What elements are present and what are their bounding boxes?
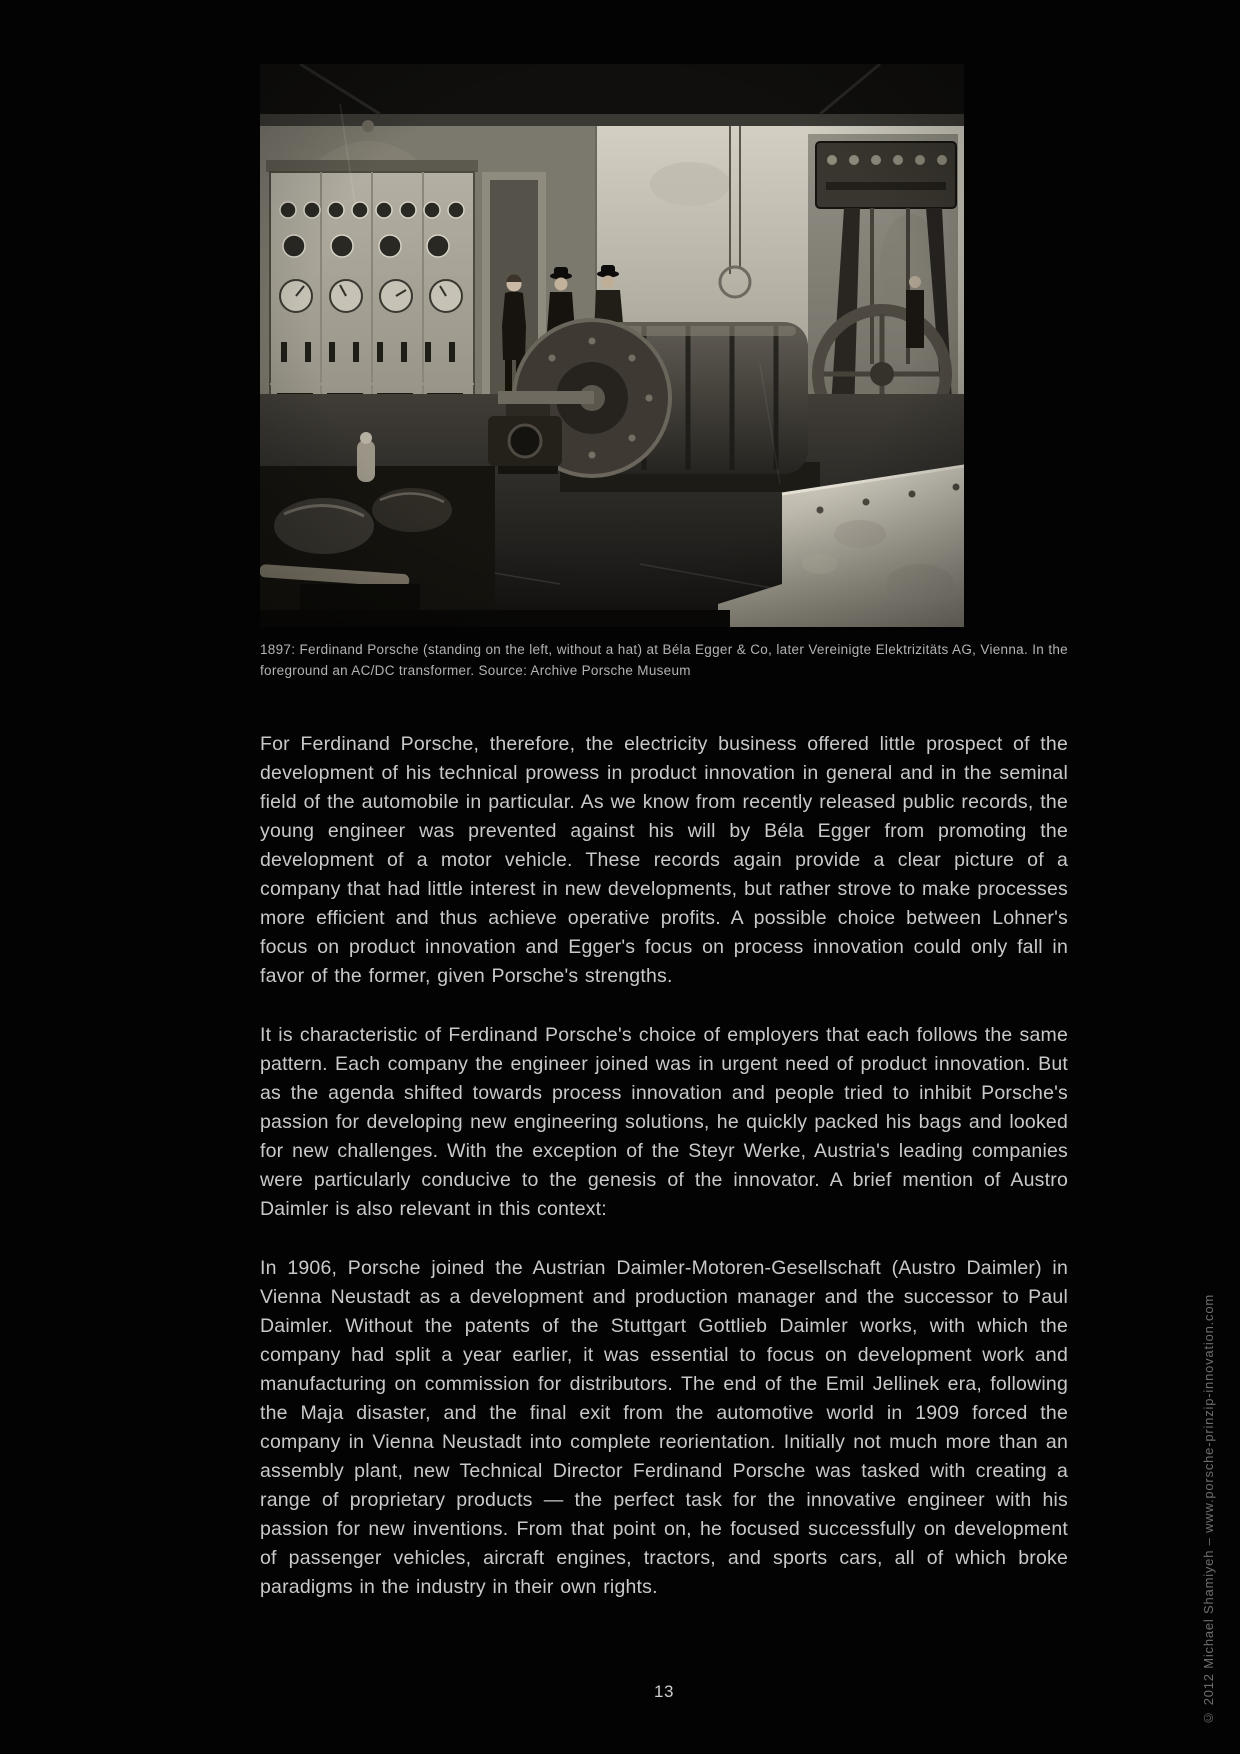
page-number: 13 xyxy=(654,1682,674,1701)
historical-photo xyxy=(260,64,964,627)
photo-caption: 1897: Ferdinand Porsche (standing on the left, without a hat) at Béla Egger & Co, later Vereinigte Elektrizitäts AG, Vienna. In the foreground an AC/DC transformer. Source: Archive Porsche Museum xyxy=(260,642,1068,678)
content-column xyxy=(260,64,1068,1632)
body-text xyxy=(260,730,1068,1602)
copyright-credit: © 2012 Michael Shamiyeh – www.porsche-prinzip-innovation.com xyxy=(1201,1294,1216,1726)
body-paragraph: For Ferdinand Porsche, therefore, the electricity business offered little prospect of the development of his technical prowess in product innovation in general and in the seminal field of the automobile in particular. As we know from recently released public records, the young engineer was prevented against his will by Béla Egger from promoting the development of a motor vehicle. These records again provide a clear picture of a company that had little interest in new developments, but rather strove to make processes more efficient and thus achieve operative profits. A possible choice between Lohner's focus on product innovation and Egger's focus on process innovation could only fall in favor of the former, given Porsche's strengths. xyxy=(260,733,1068,987)
body-paragraph: It is characteristic of Ferdinand Porsche's choice of employers that each follows the same pattern. Each company the engineer joined was in urgent need of product innovation. But as the agenda shifted towards process innovation and people tried to inhibit Porsche's passion for developing new engineering solutions, he quickly packed his bags and looked for new challenges. With the exception of the Steyr Werke, Austria's leading companies were particularly conducive to the genesis of the innovator. A brief mention of Austro Daimler is also relevant in this context: xyxy=(260,1024,1068,1220)
photo-illustration xyxy=(260,64,964,627)
body-paragraph: In 1906, Porsche joined the Austrian Daimler-Motoren-Gesellschaft (Austro Daimler) in Vienna Neustadt as a development and production manager and the successor to Paul Daimler. Without the patents of the Stuttgart Gottlieb Daimler works, with which the company had split a year earlier, it was essential to focus on development work and manufacturing on commission for distributors. The end of the Emil Jellinek era, following the Maja disaster, and the final exit from the automotive world in 1909 forced the company in Vienna Neustadt into complete reorientation. Initially not much more than an assembly plant, new Technical Director Ferdinand Porsche was tasked with creating a range of proprietary products — the perfect task for the innovative engineer with his passion for new inventions. From that point on, he focused successfully on development of passenger vehicles, aircraft engines, tractors, and sports cars, all of which broke paradigms in the industry in their own rights. xyxy=(260,1257,1068,1598)
